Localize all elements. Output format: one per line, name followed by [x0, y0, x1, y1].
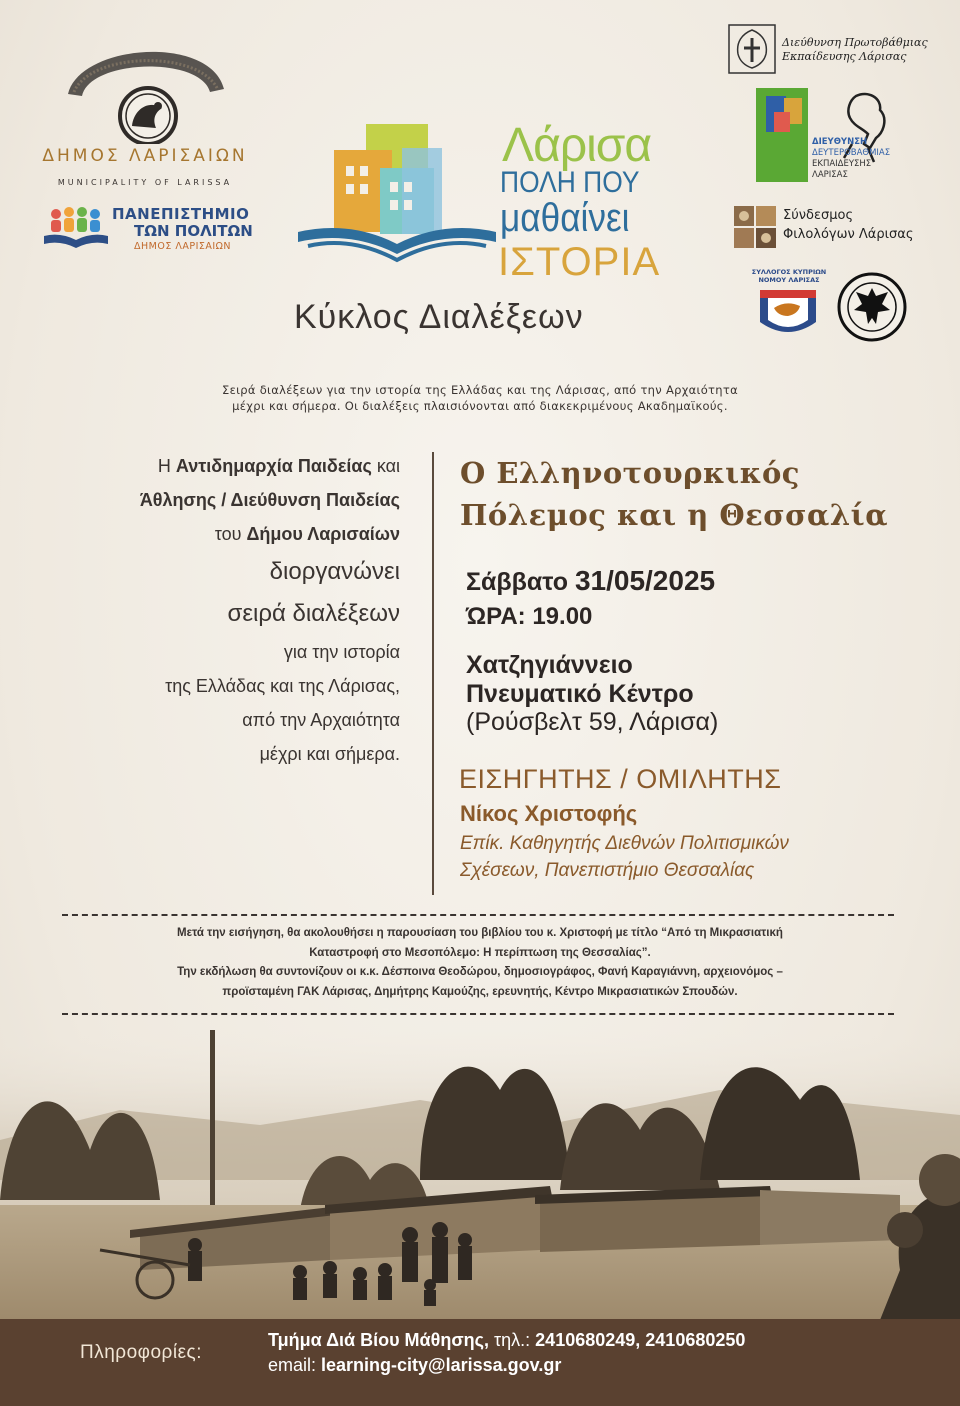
organizer-statement: Η Αντιδημαρχία Παιδείας και Άθλησης / Διεύθυνση Παιδείας του Δήμου Λαρισαίων διοργανώνει σειρά διαλέξεων για την ιστορία της Ελλάδας και της Λάρισας, από την Αρχαιότητα μέχρι και σήμερα. [139, 456, 400, 764]
university-line1: ΠΑΝΕΠΙΣΤΗΜΙΟ [112, 205, 250, 223]
city-line3: μαθαίνει [500, 196, 630, 240]
primary-education-directorate: Διεύθυνση Πρωτοβάθμιας Εκπαίδευσης Λάρισας [782, 36, 928, 63]
cypriots-association-text: ΣΥΛΛΟΓΟΣ ΚΥΠΡΙΩΝ ΝΟΜΟΥ ΛΑΡΙΣΑΣ [751, 268, 827, 284]
city-line1: Λάρισα [502, 119, 652, 172]
historical-sepia-photo [0, 1030, 960, 1320]
municipality-name: ΔΗΜΟΣ ΛΑΡΙΣΑΙΩΝ [42, 146, 248, 166]
event-venue: Χατζηγιάννειο Πνευματικό Κέντρο [466, 651, 694, 708]
footer-info-label: Πληροφορίες: [80, 1342, 202, 1363]
municipality-coin-logo [60, 34, 230, 144]
university-line2: ΤΩΝ ΠΟΛΙΤΩΝ [134, 222, 253, 240]
speaker-role: Επίκ. Καθηγητής Διεθνών Πολιτισμικών Σχέσεων, Πανεπιστήμιο Θεσσαλίας [460, 833, 789, 881]
greek-state-emblem-icon [728, 24, 776, 74]
event-address: (Ρούσβελτ 59, Λάρισα) [466, 708, 719, 736]
municipality-subtitle: MUNICIPALITY OF LARISSA [57, 178, 233, 187]
series-intro: Σειρά διαλέξεων για την ιστορία της Ελλάδας και της Λάρισας, από την Αρχαιότητα μέχρι και σήμερα. Οι διαλέξεις πλαισιόνονται από διακεκριμένους Ακαδημαϊκούς. [222, 383, 738, 413]
note-bottom-border [62, 1013, 894, 1015]
footer-email: email: learning-city@larissa.gov.gr [268, 1355, 562, 1375]
secondary-education-text: ΔΙΕΥΘΥΝΣΗ ΔΕΥΤΕΡΟΒΑΘΜΙΑΣ ΕΚΠΑΙΔΕΥΣΗΣ ΛΑΡΙΣΑΣ [812, 137, 891, 180]
lecture-title: Ο Ελληνοτουρκικός Πόλεμος και η Θεσσαλία [460, 456, 889, 532]
column-divider [432, 452, 434, 895]
event-time: ΏΡΑ: 19.00 [466, 603, 593, 630]
email-link[interactable]: learning-city@larissa.gov.gr [321, 1355, 562, 1375]
cypriots-association-shield-icon [758, 288, 818, 342]
learning-city-buildings-book-icon [294, 120, 500, 266]
city-line2: ΠΟΛΗ ΠΟΥ [500, 166, 640, 199]
university-line3: ΔΗΜΟΣ ΛΑΡΙΣΑΙΩΝ [134, 241, 232, 252]
pontian-association-eagle-logo-icon [836, 272, 908, 342]
lecture-cycle-title: Κύκλος Διαλέξεων [294, 298, 584, 336]
note-top-border [62, 914, 894, 916]
city-line4: ΙΣΤΟΡΙΑ [498, 240, 661, 284]
speaker-name: Νίκος Χριστοφής [460, 801, 638, 826]
university-of-citizens-logo-icon [42, 204, 112, 252]
event-date: Σάββατο 31/05/2025 [466, 565, 716, 596]
philologists-association-logo-icon [734, 206, 776, 248]
philologists-association-text: Σύνδεσμος Φιλολόγων Λάρισας [783, 208, 914, 242]
speaker-label: ΕΙΣΗΓΗΤΗΣ / ΟΜΙΛΗΤΗΣ [459, 764, 782, 794]
book-presentation-note: Μετά την εισήγηση, θα ακολουθήσει η παρουσίαση του βιβλίου του κ. Χριστοφή με τίτλο “Από τη Μικρασιατική Καταστροφή στο Μεσοπόλεμο: Η περίπτωση της Θεσσαλίας”. Την εκδήλωση θα συντονίζουν οι κ.κ. Δέσποινα Θεοδώρου, δημοσιογράφος, Φανή Καραγιάννη, αρχειονόμος – προϊσταμένη ΓΑΚ Λάρισας, Δημήτρης Καμούζης, ερευνητής, Κέντρο Μικρασιατικών Σπουδών. [177, 927, 783, 998]
footer-department-phones: Τμήμα Διά Βίου Μάθησης, τηλ.: 2410680249, 2410680250 [268, 1330, 746, 1350]
